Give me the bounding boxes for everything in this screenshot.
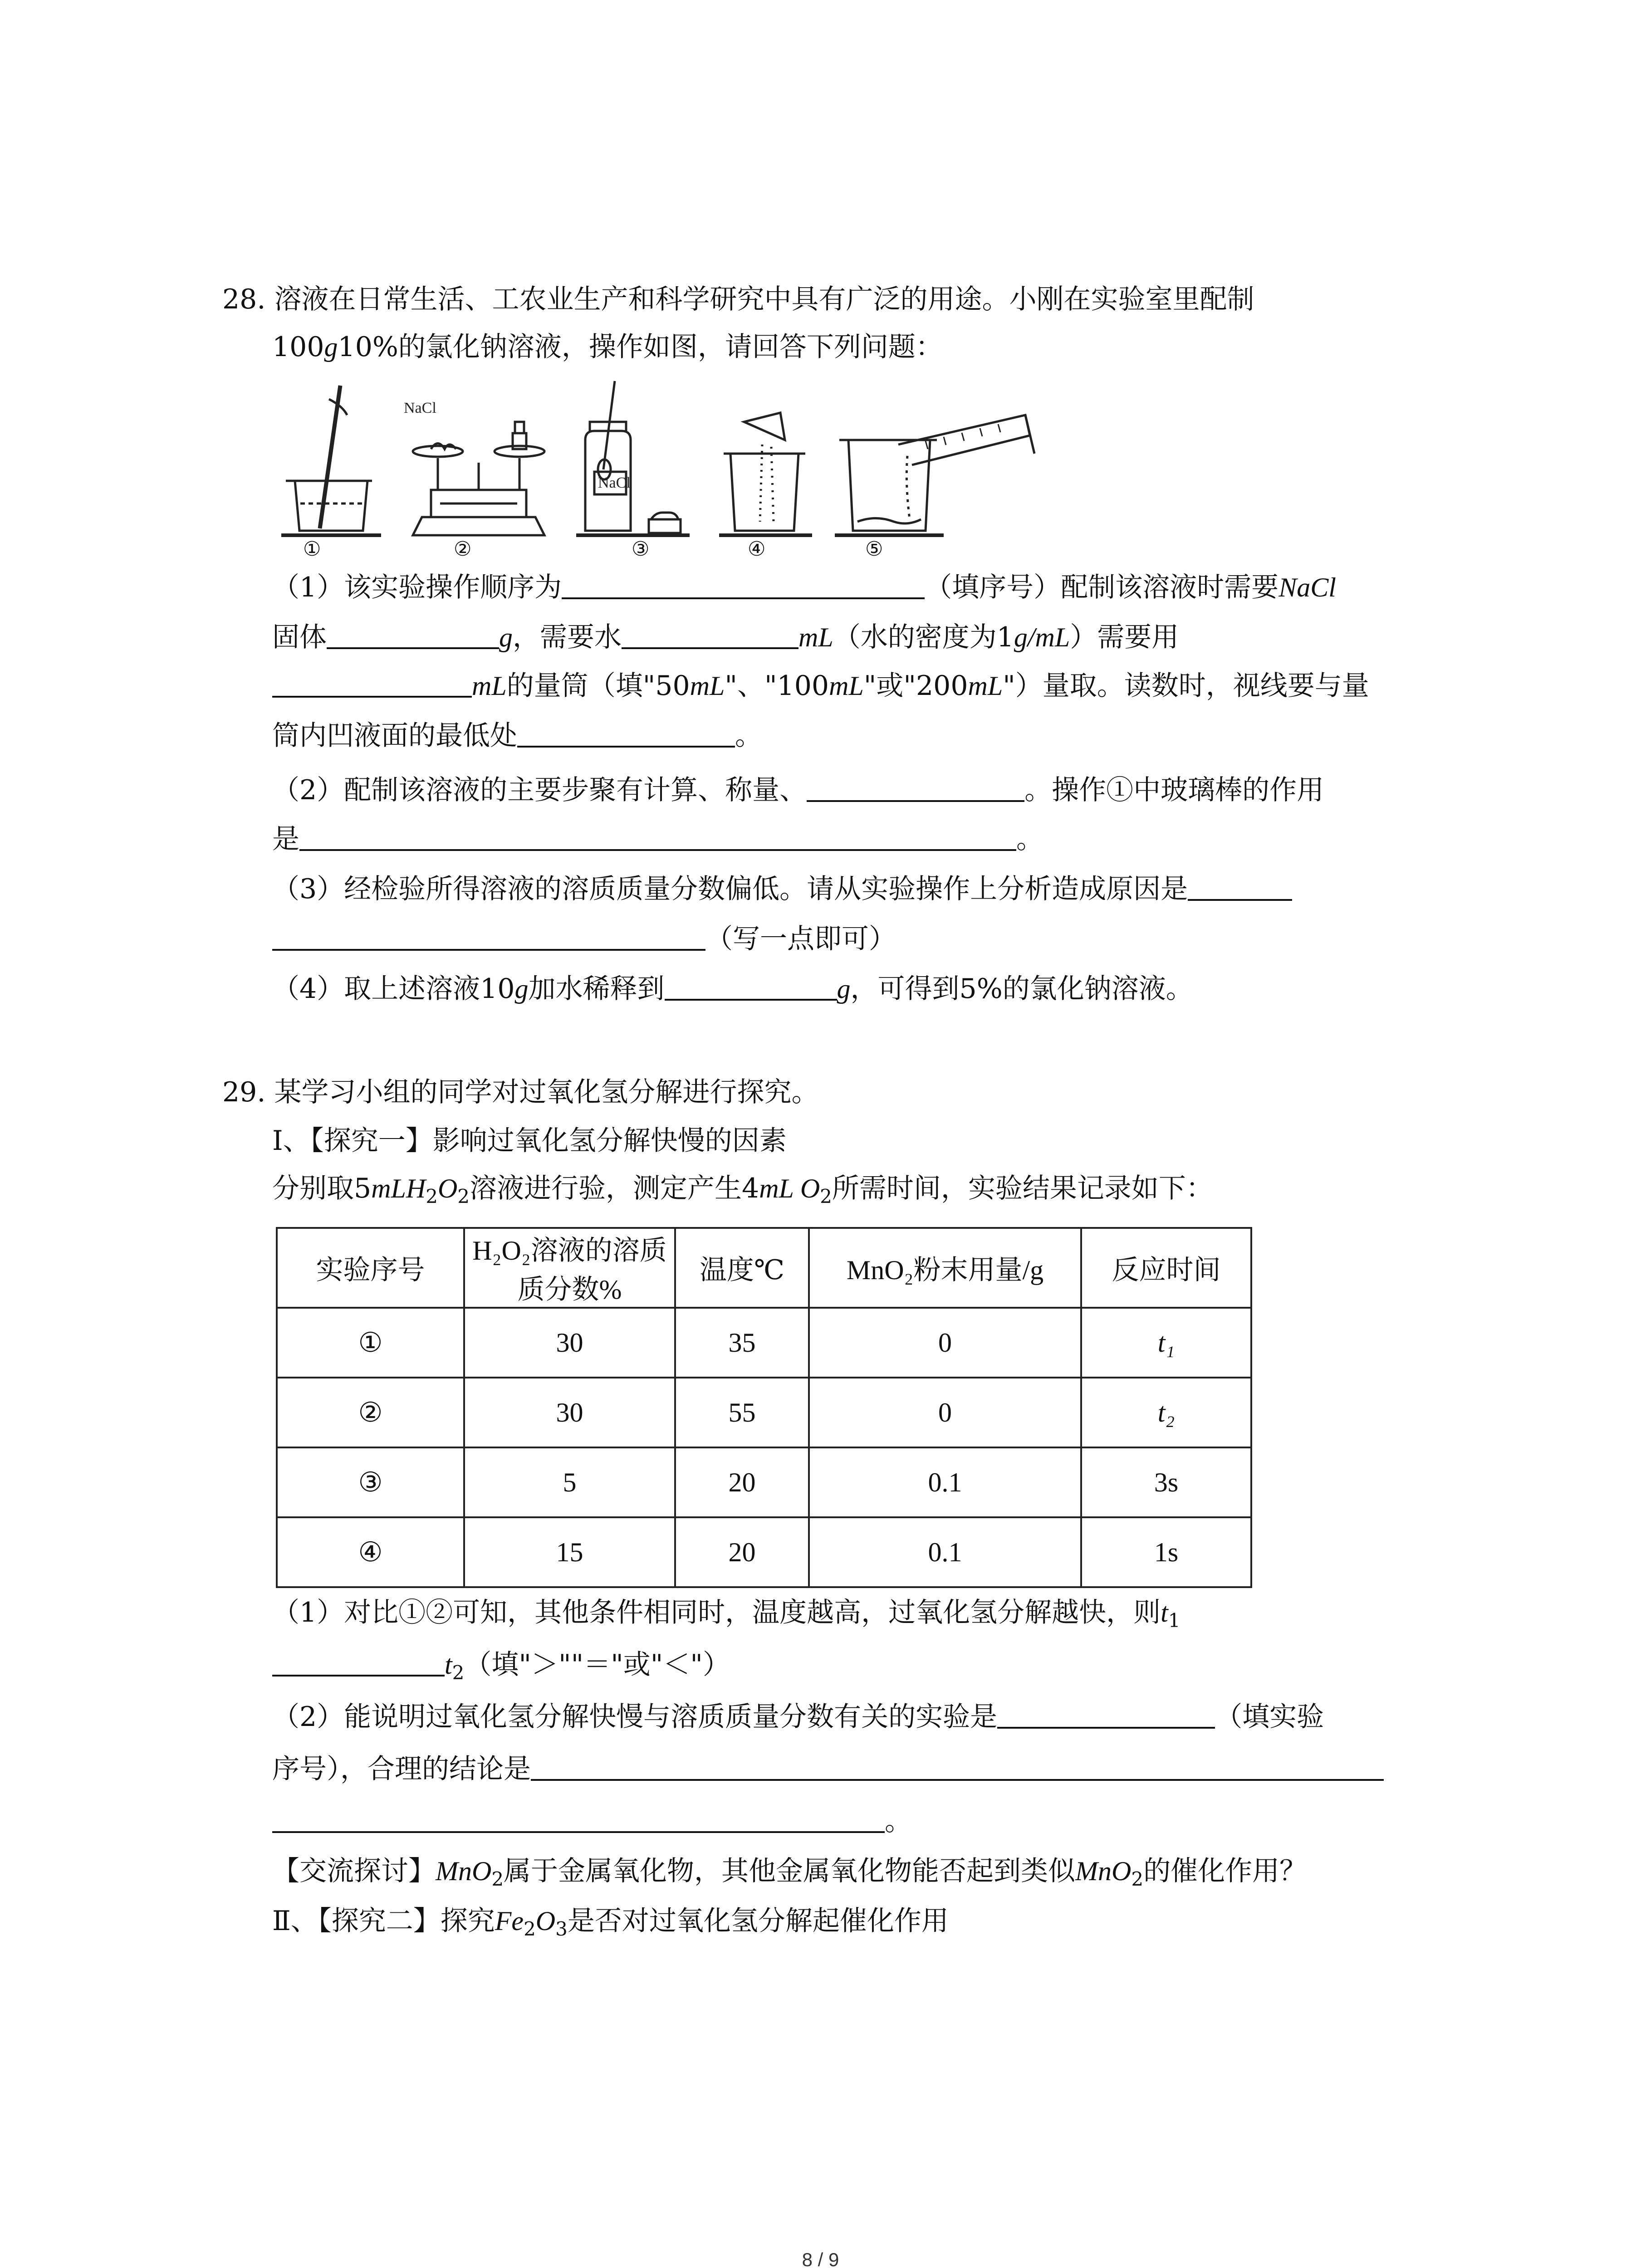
table-cell: 20 xyxy=(675,1447,809,1517)
apparatus-figure xyxy=(272,372,1043,567)
q28-part2-line-1: （2）配制该溶液的主要步聚有计算、称量、 。操作①中玻璃棒的作用 xyxy=(272,772,1324,808)
table-cell: 35 xyxy=(675,1308,809,1378)
answer-blank-reason-b[interactable] xyxy=(272,921,705,951)
experiment-results-table xyxy=(276,1227,1252,1588)
table-row xyxy=(277,1378,1251,1447)
answer-blank-steps[interactable] xyxy=(807,772,1024,802)
figure-label-1: ① xyxy=(303,538,321,561)
balance-icon xyxy=(413,422,544,535)
q28-intro-line-1: 28. 溶液在日常生活、工农业生产和科学研究中具有广泛的用途。小刚在实验室里配制 xyxy=(222,284,1254,315)
table-cell: t₁ xyxy=(1081,1308,1251,1378)
table-cell: 0.1 xyxy=(809,1517,1081,1587)
table-cell: 30 xyxy=(464,1308,675,1378)
answer-blank-reason-a[interactable] xyxy=(1188,871,1292,901)
q28-part1-line-2: 固体 g，需要水 mL（水的密度为1g/mL）需要用 xyxy=(272,619,1179,655)
q29-intro-line: 29. 某学习小组的同学对过氧化氢分解进行探究。 xyxy=(222,1076,819,1108)
answer-blank-water-volume[interactable] xyxy=(622,619,798,649)
table-row xyxy=(277,1447,1251,1517)
q29-part1-title: Ⅰ、【探究一】影响过氧化氢分解快慢的因素 xyxy=(272,1125,787,1157)
table-header-cell: 反应时间 xyxy=(1081,1228,1251,1308)
table-header-cell: H₂O₂溶液的溶质质分数% xyxy=(464,1228,675,1308)
figure-label-4: ④ xyxy=(748,538,766,561)
q28-part1-line-3: mL的量筒（填"50mL"、"100mL"或"200mL"）量取。读数时，视线要与量 xyxy=(272,668,1369,704)
page-number: 8 / 9 xyxy=(802,2249,839,2268)
answer-blank-compare[interactable] xyxy=(272,1647,445,1677)
q28-part2-line-2: 是 。 xyxy=(272,821,1043,857)
table-cell: 0.1 xyxy=(809,1447,1081,1517)
figure-label-2: ② xyxy=(454,538,472,561)
table-cell: ④ xyxy=(277,1517,464,1587)
answer-blank-rod-function[interactable] xyxy=(299,821,1016,851)
nacl-balance-label: NaCl xyxy=(404,400,436,416)
table-header-cell: 实验序号 xyxy=(277,1228,464,1308)
figure-label-3: ③ xyxy=(632,538,650,561)
answer-blank-conclusion-b[interactable] xyxy=(272,1803,885,1833)
beaker-funnel-icon xyxy=(719,413,812,535)
q28-intro-line-2: 100g10%的氯化钠溶液，操作如图，请回答下列问题： xyxy=(272,331,943,363)
table-header-row xyxy=(277,1228,1251,1308)
beaker-cylinder-icon xyxy=(835,415,1034,535)
q28-part4-line: （4）取上述溶液10g加水稀释到 g，可得到5%的氯化钠溶液。 xyxy=(272,971,1193,1007)
q29-discussion: 【交流探讨】MnO$_2$属于金属氧化物，其他金属氧化物能否起到类似MnO$_2$的催化作用？ xyxy=(272,1855,1307,1890)
table-row xyxy=(277,1308,1251,1378)
answer-blank-nacl-mass[interactable] xyxy=(327,619,499,649)
table-cell: ① xyxy=(277,1308,464,1378)
answer-blank-dilution[interactable] xyxy=(665,971,837,1001)
answer-blank-cylinder[interactable] xyxy=(272,668,472,698)
answer-blank-order[interactable] xyxy=(562,569,925,599)
table-cell: 1s xyxy=(1081,1517,1251,1587)
q28-part1-line-4: 筒内凹液面的最低处 。 xyxy=(272,718,762,754)
q28-part1-line-1: （1）该实验操作顺序为 （填序号）配制该溶液时需要NaCl xyxy=(272,569,1336,606)
table-cell: 0 xyxy=(809,1308,1081,1378)
figure-label-5: ⑤ xyxy=(865,538,883,561)
table-cell: t₂ xyxy=(1081,1378,1251,1447)
table-header-cell: 温度℃ xyxy=(675,1228,809,1308)
table-cell: 20 xyxy=(675,1517,809,1587)
table-cell: 30 xyxy=(464,1378,675,1447)
answer-blank-conclusion-a[interactable] xyxy=(531,1751,1384,1781)
table-cell: ② xyxy=(277,1378,464,1447)
table-header-cell: MnO₂粉末用量/g xyxy=(809,1228,1081,1308)
q29-part1-line-2: $t_2$（填"＞""＝"或"＜"） xyxy=(272,1647,730,1683)
answer-blank-reading[interactable] xyxy=(517,718,735,748)
table-cell: 15 xyxy=(464,1517,675,1587)
table-cell: 3s xyxy=(1081,1447,1251,1517)
q28-part3-line-1: （3）经检验所得溶液的溶质质量分数偏低。请从实验操作上分析造成原因是 xyxy=(272,871,1292,907)
table-cell: ③ xyxy=(277,1447,464,1517)
reagent-jar-icon xyxy=(576,381,690,535)
table-row xyxy=(277,1517,1251,1587)
beaker-stirring-rod-icon xyxy=(281,386,381,535)
table-cell: 5 xyxy=(464,1447,675,1517)
q29-part2-line-2: 序号），合理的结论是 xyxy=(272,1751,1384,1787)
q29-part2-line-3: 。 xyxy=(272,1803,912,1839)
q29-part2-line-1: （2）能说明过氧化氢分解快慢与溶质质量分数有关的实验是 （填实验 xyxy=(272,1699,1324,1735)
table-cell: 55 xyxy=(675,1378,809,1447)
q29-number: 29. xyxy=(222,1076,266,1108)
table-cell: 0 xyxy=(809,1378,1081,1447)
q28-number: 28. xyxy=(222,284,266,315)
q29-part2-title: Ⅱ、【探究二】探究$Fe_2O_3$是否对过氧化氢分解起催化作用 xyxy=(272,1905,949,1940)
q29-experiment-description: 分别取$5mLH_2O_2$溶液进行验，测定产生4mL $O_2$所需时间，实验结果记录如下： xyxy=(272,1173,1213,1207)
nacl-jar-label: NaCl xyxy=(598,474,631,491)
answer-blank-experiments[interactable] xyxy=(997,1699,1215,1729)
q28-part3-line-2: （写一点即可） xyxy=(272,921,896,957)
q29-part1-line-1: （1）对比①②可知，其他条件相同时，温度越高，过氧化氢分解越快，则$t_1$ xyxy=(272,1597,1181,1632)
